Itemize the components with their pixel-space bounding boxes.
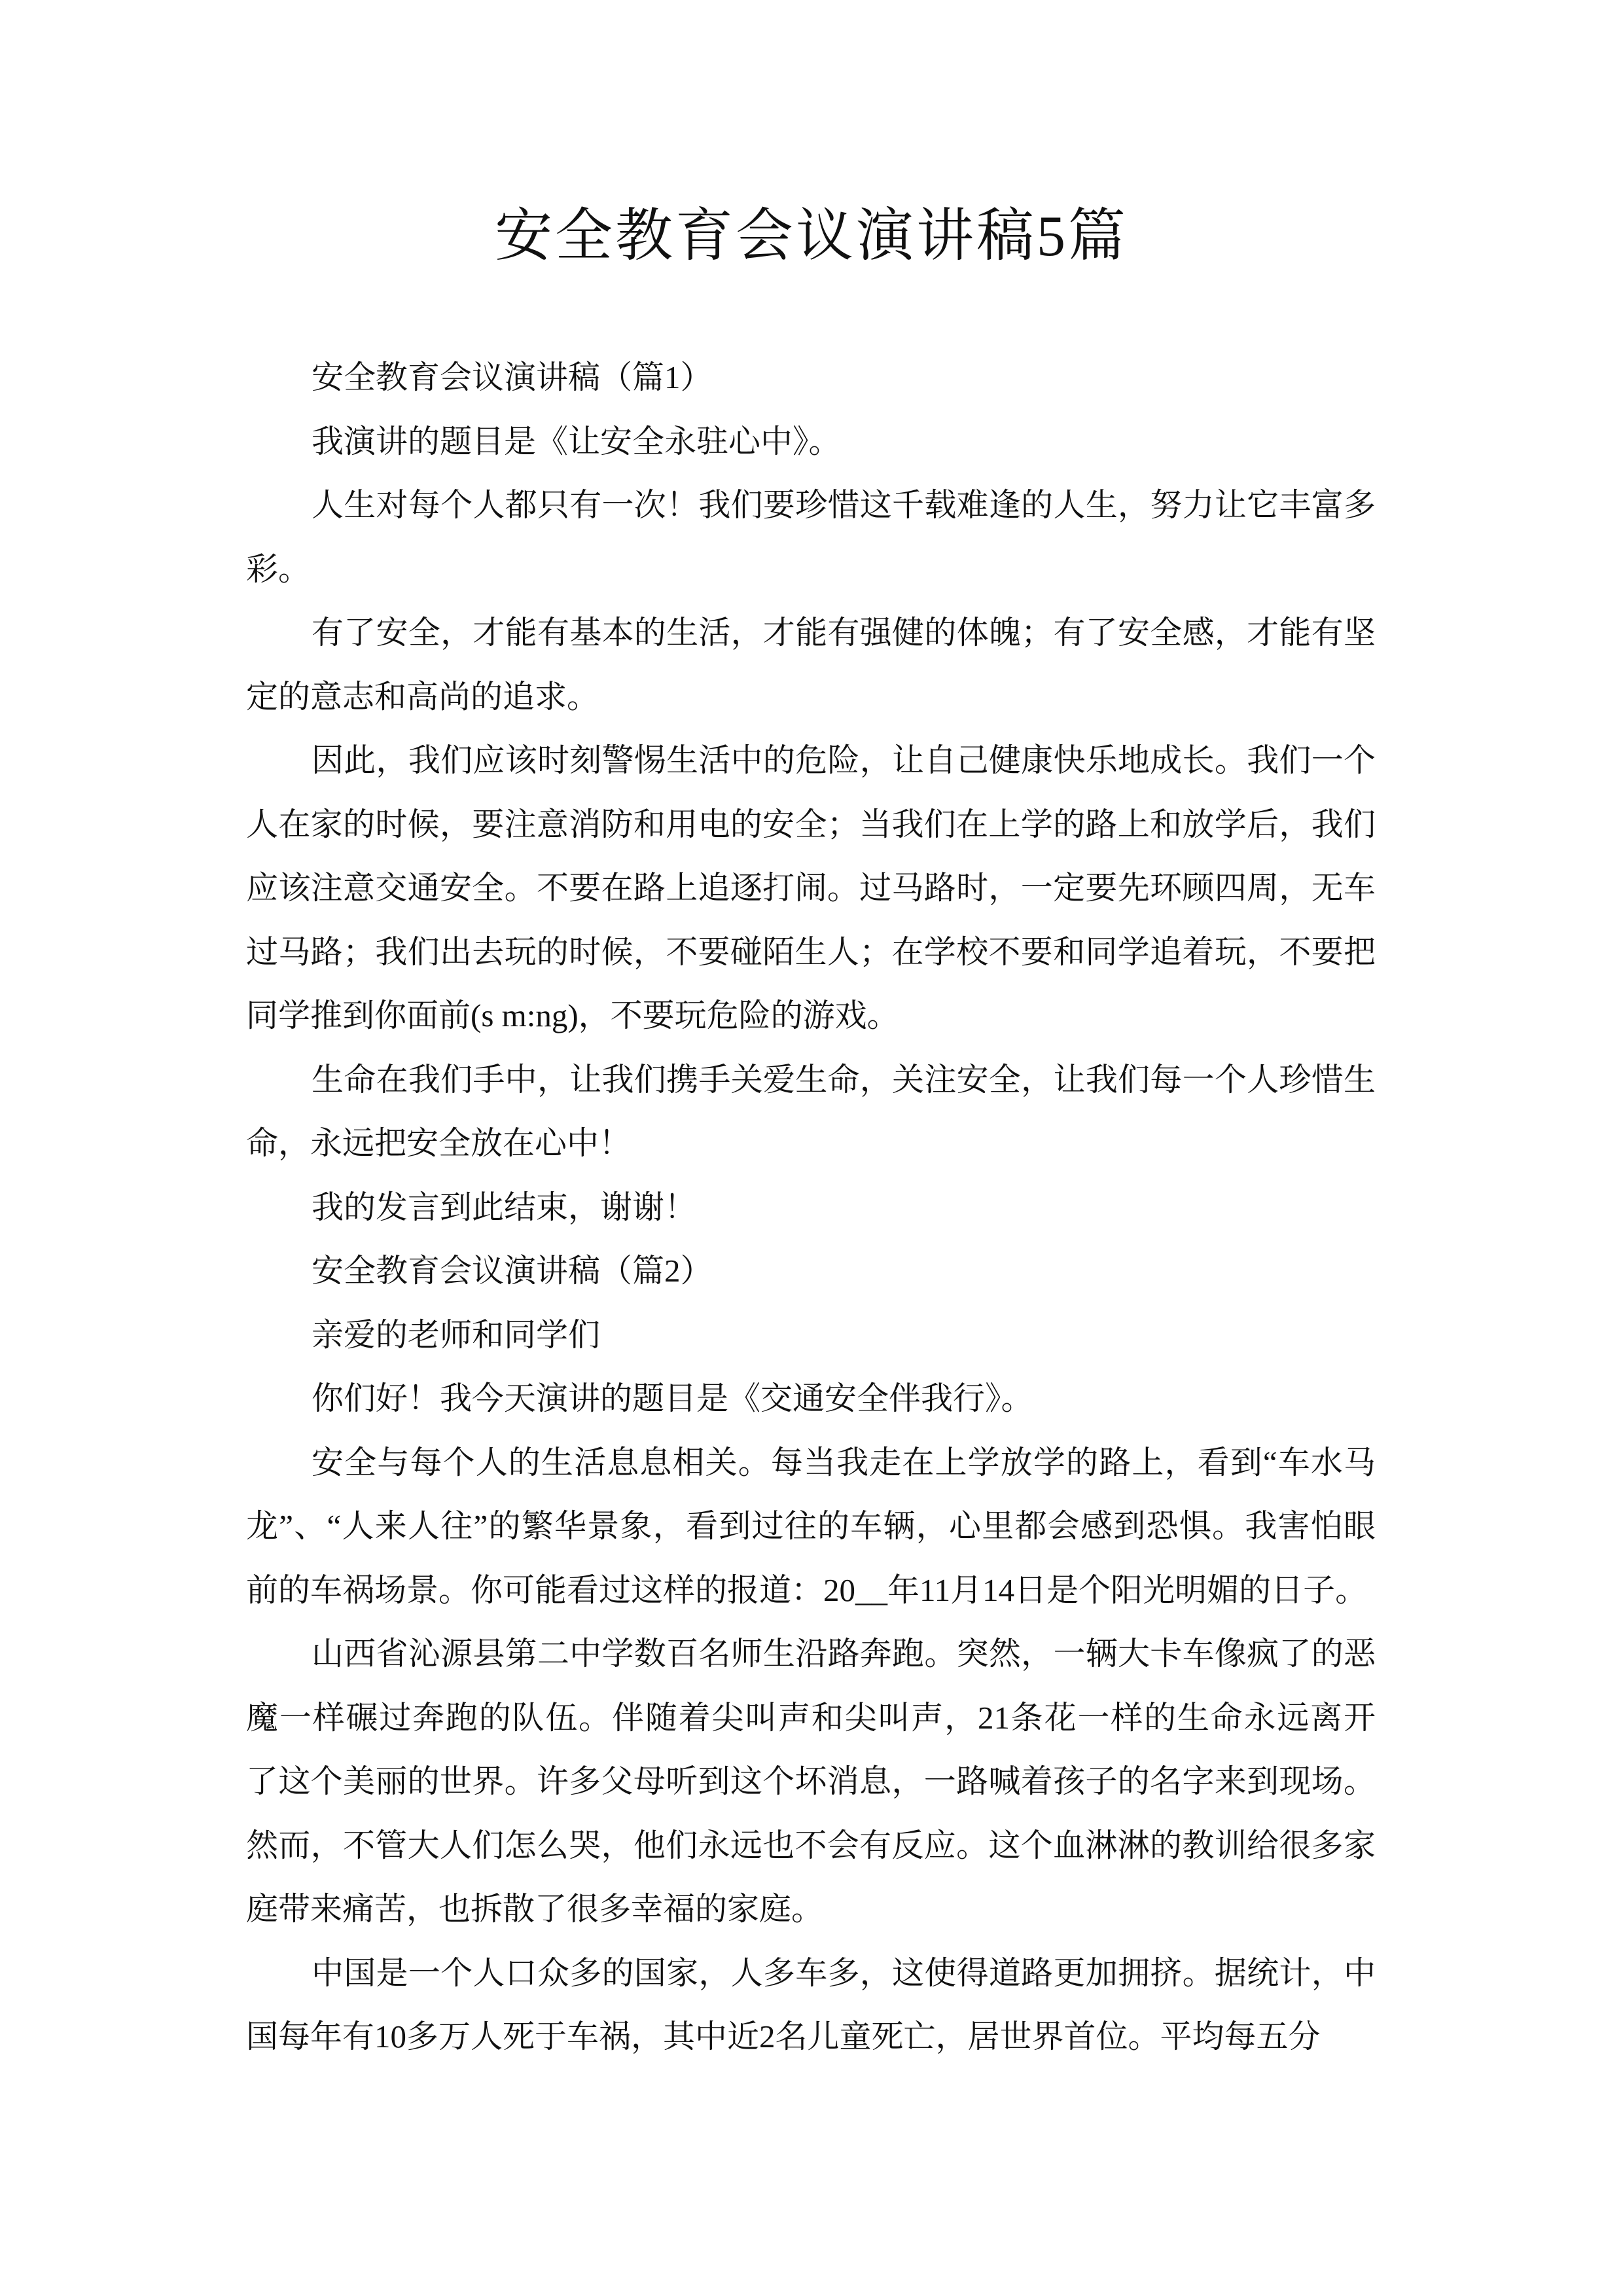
paragraph-line: 命，永远把安全放在心中！ [246,1125,632,1161]
paragraph-line: 有了安全，才能有基本的生活，才能有强健的体魄；有了安全感，才能有坚 [312,615,1376,651]
paragraph-line: 亲爱的老师和同学们 [312,1316,601,1353]
paragraph-line: 人在家的时候，要注意消防和用电的安全；当我们在上学的路上和放学后，我们 [246,806,1376,842]
paragraph-line: 过马路；我们出去玩的时候，不要碰陌生人；在学校不要和同学追着玩，不要把 [246,933,1376,970]
paragraph-line: 安全教育会议演讲稿（篇2） [312,1253,713,1289]
paragraph-line: 国每年有10多万人死于车祸，其中近2名儿童死亡，居世界首位。平均每五分 [246,2018,1321,2054]
paragraph [246,1303,1376,1367]
paragraph-line: 庭带来痛苦，也拆散了很多幸福的家庭。 [246,1891,824,1927]
paragraph [246,1431,1376,1623]
document-title: 安全教育会议演讲稿5篇 [494,205,1128,268]
paragraph-line: 前的车祸场景。你可能看过这样的报道：20__年11月14日是个阳光明媚的日子。 [246,1571,1368,1608]
paragraph [246,346,1376,410]
paragraph [246,1622,1376,1941]
paragraph [246,1367,1376,1431]
paragraph [246,1048,1376,1175]
paragraph-line: 因此，我们应该时刻警惕生活中的危险，让自己健康快乐地成长。我们一个 [312,742,1376,778]
paragraph-line: 我演讲的题目是《让安全永驻心中》。 [312,423,841,459]
paragraph-line: 彩。 [246,550,311,587]
paragraph-line: 我的发言到此结束，谢谢！ [312,1189,697,1225]
paragraph-line: 安全教育会议演讲稿（篇1） [312,359,713,395]
paragraph-line: 山西省沁源县第二中学数百名师生沿路奔跑。突然，一辆大卡车像疯了的恶 [312,1636,1376,1672]
paragraph [246,1941,1376,2069]
paragraph-line: 然而，不管大人们怎么哭，他们永远也不会有反应。这个血淋淋的教训给很多家 [246,1827,1376,1863]
paragraph-line: 龙”、“人来人往”的繁华景象，看到过往的车辆，心里都会感到恐惧。我害怕眼 [246,1508,1376,1544]
paragraph [246,728,1376,1048]
paragraph-line: 人生对每个人都只有一次！我们要珍惜这千载难逢的人生，努力让它丰富多 [312,487,1376,523]
paragraph-line: 中国是一个人口众多的国家，人多车多，这使得道路更加拥挤。据统计，中 [312,1954,1376,1991]
paragraph-line: 你们好！我今天演讲的题目是《交通安全伴我行》。 [312,1380,1033,1416]
paragraph [246,1175,1376,1240]
paragraph-line: 应该注意交通安全。不要在路上追逐打闹。过马路时，一定要先环顾四周，无车 [246,870,1376,906]
document-body [246,346,1376,2069]
paragraph-line: 定的意志和高尚的追求。 [246,678,599,715]
paragraph [246,601,1376,728]
paragraph [246,1239,1376,1303]
paragraph-line: 了这个美丽的世界。许多父母听到这个坏消息，一路喊着孩子的名字来到现场。 [246,1763,1376,1799]
paragraph-line: 生命在我们手中，让我们携手关爱生命，关注安全，让我们每一个人珍惜生 [312,1061,1376,1098]
paragraph [246,473,1376,601]
paragraph [246,410,1376,474]
paragraph-line: 同学推到你面前(s m:ng)，不要玩危险的游戏。 [246,997,899,1033]
paragraph-line: 魔一样碾过奔跑的队伍。伴随着尖叫声和尖叫声，21条花一样的生命永远离开 [246,1699,1376,1736]
paragraph-line: 安全与每个人的生活息息相关。每当我走在上学放学的路上，看到“车水马 [312,1444,1376,1480]
